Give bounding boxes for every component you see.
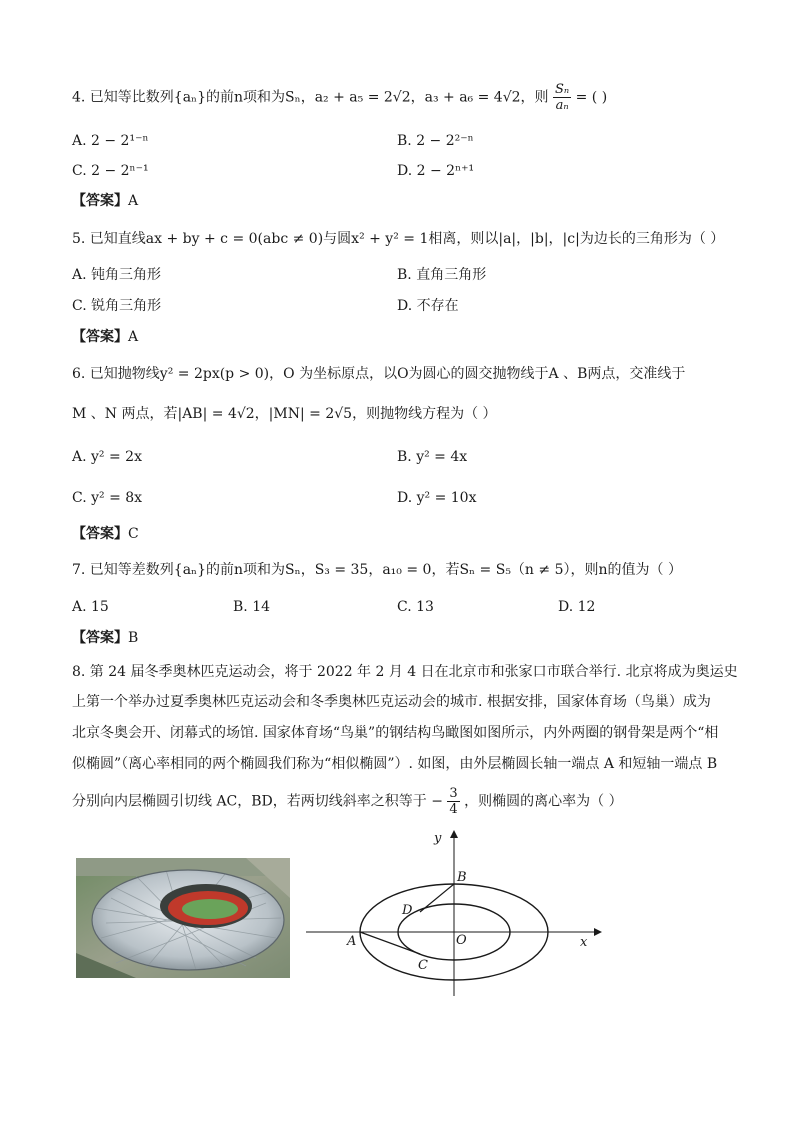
- q4-fraction: [553, 82, 571, 113]
- q5-answer: [72, 327, 138, 347]
- y-axis-arrow: [450, 830, 458, 838]
- q5-option-b: B. 直角三角形: [397, 267, 487, 283]
- q4-frac-num: Sₙ: [554, 82, 570, 97]
- q5-answer-tag: 【答案】: [72, 329, 128, 345]
- label-x: x: [580, 935, 588, 950]
- q6-option-c: C. y² = 8x: [72, 490, 143, 506]
- q6-option-b: B. y² = 4x: [397, 449, 468, 465]
- birds-nest-photo: [76, 858, 290, 978]
- q6-stem-line2: M 、N 两点，若|AB| = 4√2，|MN| = 2√5，则抛物线方程为（ ）: [72, 406, 497, 422]
- q7-answer-value: B: [128, 630, 139, 646]
- q7-option-a: A. 15: [72, 599, 109, 615]
- q8-line2: 上第一个举办过夏季奥林匹克运动会和冬季奥林匹克运动会的城市. 根据安排，国家体育场（鸟巢）成为: [72, 694, 711, 710]
- q4-stem-tail: = ( ): [575, 89, 608, 106]
- q6-stem-line1: 6. 已知抛物线y² = 2px(p > 0)，O 为坐标原点，以O为圆心的圆交抛物线于A 、B两点，交准线于: [72, 366, 686, 382]
- q8-line3: 北京冬奥会开、闭幕式的场馆. 国家体育场“鸟巢”的钢结构鸟瞰图如图所示，内外两圈的钢骨架是两个“相: [72, 725, 719, 741]
- q5-stem: 5. 已知直线ax + by + c = 0(abc ≠ 0)与圆x² + y² = 1相离，则以|a|，|b|，|c|为边长的三角形为（ ）: [72, 231, 725, 247]
- ellipse-diagram-svg: [302, 826, 602, 998]
- q8-frac-num: 3: [449, 786, 458, 801]
- q7-answer: [72, 628, 138, 648]
- q4-option-d: D. 2 − 2ⁿ⁺¹: [397, 163, 475, 179]
- q8-frac-den: 4: [449, 802, 458, 817]
- tangent-bd: [420, 884, 454, 912]
- q4-answer-value: A: [128, 193, 139, 209]
- q4-option-b: B. 2 − 2²⁻ⁿ: [397, 133, 474, 149]
- q4-answer-tag: 【答案】: [72, 193, 128, 209]
- q8-line5-pre: 分别向内层椭圆引切线 AC，BD，若两切线斜率之积等于 −: [72, 793, 443, 810]
- q4-answer: [72, 191, 138, 211]
- q6-option-d: D. y² = 10x: [397, 490, 477, 506]
- label-b: B: [457, 870, 467, 885]
- q4-stem: [72, 82, 607, 113]
- q8-line4: 似椭圆”（离心率相同的两个椭圆我们称为“相似椭圆”）. 如图，由外层椭圆长轴一端点 A 和短轴一端点 B: [72, 756, 718, 772]
- q7-answer-tag: 【答案】: [72, 630, 128, 646]
- q4-option-a: A. 2 − 2¹⁻ⁿ: [72, 133, 149, 149]
- q8-line5-post: ，则椭圆的离心率为（ ）: [464, 793, 623, 810]
- tangent-ac: [360, 932, 420, 954]
- q5-option-c: C. 锐角三角形: [72, 298, 162, 314]
- q5-option-a: A. 钝角三角形: [72, 267, 162, 283]
- q4-option-c: C. 2 − 2ⁿ⁻¹: [72, 163, 149, 179]
- q8-line5: [72, 786, 623, 817]
- q8-slope-fraction: [447, 786, 459, 817]
- birds-nest-photo-svg: [76, 858, 290, 978]
- q7-stem: 7. 已知等差数列{aₙ}的前n项和为Sₙ，S₃ = 35，a₁₀ = 0，若Sₙ = S₅（n ≠ 5），则n的值为（ ）: [72, 562, 682, 578]
- q7-option-d: D. 12: [558, 599, 596, 615]
- label-c: C: [418, 958, 428, 973]
- label-y: y: [434, 831, 442, 846]
- q7-option-c: C. 13: [397, 599, 434, 615]
- q8-line1: 8. 第 24 届冬季奥林匹克运动会，将于 2022 年 2 月 4 日在北京市和张家口市联合举行. 北京将成为奥运史: [72, 664, 738, 680]
- q5-answer-value: A: [128, 329, 139, 345]
- x-axis-arrow: [594, 928, 602, 936]
- q5-option-d: D. 不存在: [397, 298, 459, 314]
- q4-stem-text: 4. 已知等比数列{aₙ}的前n项和为Sₙ，a₂ + a₅ = 2√2，a₃ + a₆ = 4√2，则: [72, 89, 549, 106]
- q6-answer-tag: 【答案】: [72, 526, 128, 542]
- q6-option-a: A. y² = 2x: [72, 449, 142, 465]
- label-d: D: [402, 903, 413, 918]
- label-o: O: [456, 933, 467, 948]
- ellipse-diagram: [302, 826, 602, 998]
- label-a: A: [347, 934, 357, 949]
- q6-answer-value: C: [128, 526, 139, 542]
- q7-option-b: B. 14: [233, 599, 271, 615]
- q4-frac-den: aₙ: [555, 98, 569, 113]
- q6-answer: [72, 524, 139, 544]
